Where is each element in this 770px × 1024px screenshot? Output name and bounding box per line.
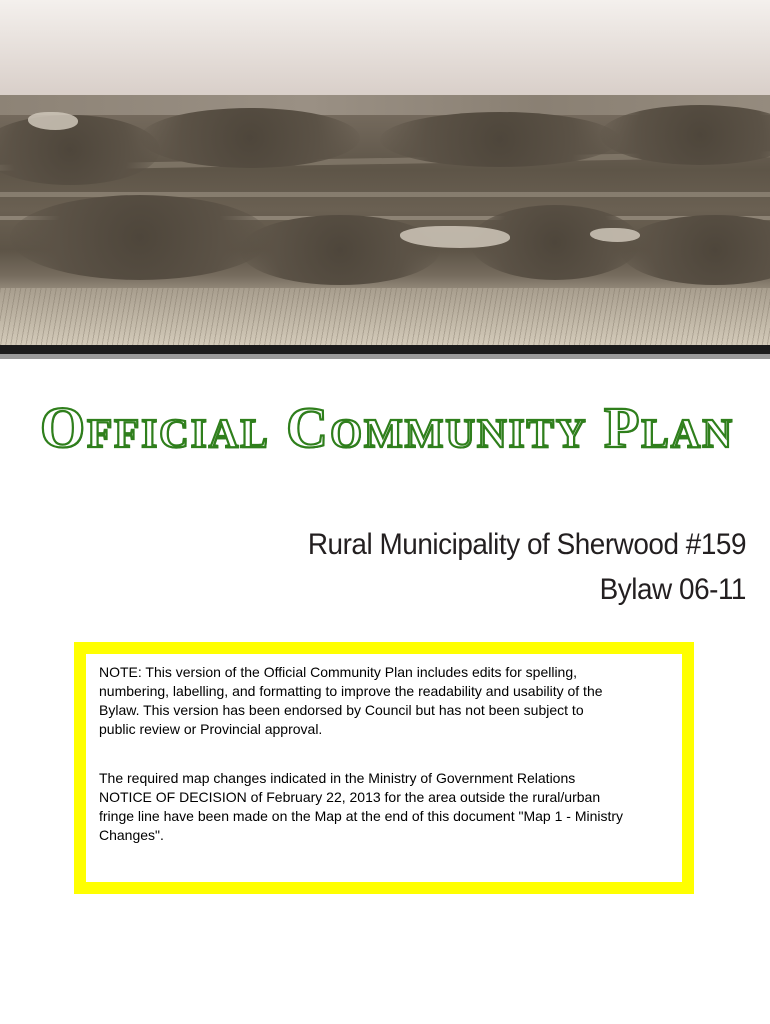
header-rule xyxy=(0,345,770,354)
photo-shrub xyxy=(380,112,620,167)
photo-shrub xyxy=(240,215,440,285)
note-paragraph: NOTE: This version of the Official Community Plan includes edits for spelling, numbering, labelling, and formatting to improve the readability and usability of the Bylaw. This version has been endorsed by Council but has not been subject to public review or Provincial approval. xyxy=(99,664,603,737)
photo-shrub xyxy=(0,115,160,185)
note-box xyxy=(74,642,694,894)
header-rule-shadow xyxy=(0,354,770,359)
note-paragraph: The required map changes indicated in the Ministry of Government Relations NOTICE OF DECISION of February 22, 2013 for the area outside the rural/urban fringe line have been made on the Map at the end of this document "Map 1 - Ministry Changes". xyxy=(99,770,624,843)
photo-foreground-grass xyxy=(0,288,770,345)
bylaw-number: Bylaw 06-11 xyxy=(599,573,746,606)
municipality-name: Rural Municipality of Sherwood #159 xyxy=(307,528,746,561)
photo-shrub xyxy=(620,215,770,285)
photo-shrub xyxy=(10,195,270,280)
cover-landscape-photo xyxy=(0,0,770,345)
page-title: Official Community Plan xyxy=(40,395,734,460)
photo-sky xyxy=(0,0,770,98)
photo-shrub xyxy=(140,108,360,168)
